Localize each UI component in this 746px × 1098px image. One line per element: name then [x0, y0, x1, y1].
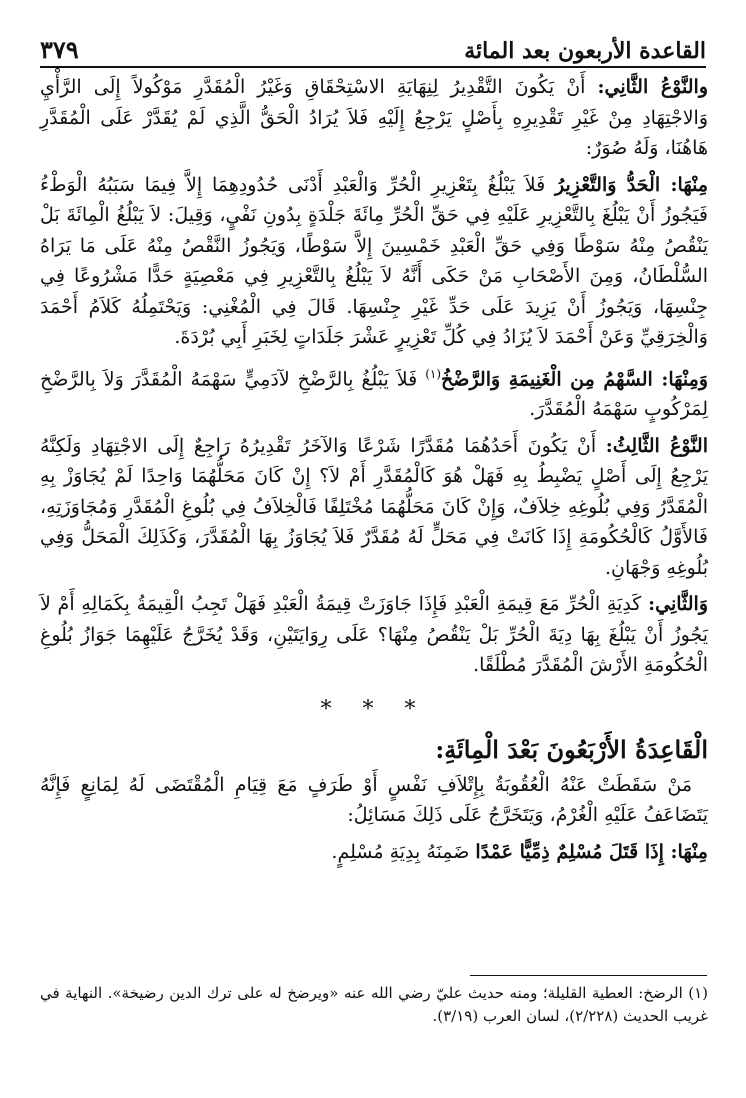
- footnote-1: (١) الرضخ: العطية القليلة؛ ومنه حديث عليّ رضي الله عنه «ويرضخ له على ترك الدين رضيخة». النهاية في غريب الحديث (٢/٢٢٨)، لسان العرب (٣/١٩).: [40, 984, 708, 1025]
- paragraph-type-three: [40, 431, 708, 584]
- paragraph-text: فَلاَ يَبْلُغُ بِالرَّضْخِ لآدَمِيٍّ سَهْمَهُ الْمُقَدَّرَ وَلاَ بِالرَّضْخِ لِمَرْكُوبٍ سَهْمَهُ الْمُقَدَّرَ.: [40, 367, 708, 421]
- footnote-divider: [470, 975, 707, 976]
- paragraph-second: [40, 589, 708, 681]
- page-number: ٣٧٩: [40, 35, 79, 64]
- paragraph-lead: النَّوْعُ الثَّالِثُ:: [605, 434, 708, 457]
- paragraph-text: كَدِيَةِ الْحُرِّ مَعَ قِيمَةِ الْعَبْدِ فَإِذَا جَاوَزَتْ قِيمَةُ الْعَبْدِ فَهَلْ تَجِبُ الْقِيمَةُ بِكَمَالِهِ أَمْ لاَ يَجُوزُ أَنْ يَبْلُغَ بِهَا دِيَةَ الْحُرِّ بَلْ يَنْقُصُ مِنْهَا؟ عَلَى رِوَايَتَيْنِ، وَقَدْ يُخَرَّجُ عَلَيْهِمَا جَوَازُ بُلُوغِ الْحُكُومَةِ الأَرْشَ الْمُقَدَّرَ مُطْلَقًا.: [40, 593, 708, 677]
- paragraph-lead: مِنْهَا: إِذَا قَتَلَ مُسْلِمٌ ذِمِّيًّا عَمْدًا: [475, 840, 708, 863]
- rule-intro: مَنْ سَقَطَتْ عَنْهُ الْعُقُوبَةُ بِإِتْلاَفِ نَفْسٍ أَوْ طَرَفٍ مَعَ قِيَامِ الْمُقْتَضَى لَهُ لِمَانِعٍ فَإِنَّهُ يَتَضَاعَفُ عَلَيْهِ الْغُرْمُ، وَيَتَخَرَّجُ عَلَى ذَلِكَ مَسَائِلُ:: [40, 773, 708, 827]
- rule-first-case: [40, 837, 708, 868]
- paragraph-lead: مِنْهَا: الْحَدُّ وَالتَّعْزِيرُ: [555, 173, 708, 196]
- section-separator: * * *: [320, 696, 428, 722]
- paragraph-lead: وَالثَّانِي:: [648, 593, 708, 616]
- footnote-ref[interactable]: (١): [425, 366, 442, 381]
- paragraph-text: فَلاَ يَبْلُغُ بِتَعْزِيرِ الْحُرِّ وَالْعَبْدِ أَدْنَى حُدُودِهِمَا إِلاَّ فِيمَا سَبَبُهُ الْوَطْءُ فَيَجُوزُ أَنْ يَبْلُغَ بِالتَّعْزِيرِ عَلَيْهِ فِي حَقِّ الْحُرِّ مِائَةَ جَلْدَةٍ بِدُونِ نَفْيٍ، وَقِيلَ: لاَ يَبْلُغُ الْمِائَةَ بَلْ يَنْقُصُ مِنْهُ سَوْطًا وَفِي حَقِّ الْعَبْدِ خَمْسِينَ إِلاَّ سَوْطًا، وَيَجُوزُ النَّقْصُ مِنْهُ عَلَى مَا يَرَاهُ السُّلْطَانُ، وَمِنَ الأَصْحَابِ مَنْ حَكَى أَنَّهُ لاَ يَبْلُغُ بِالتَّعْزِيرِ فِي مَعْصِيَةٍ حَدًّا مَشْرُوعًا فِي جِنْسِهَا، وَيَجُوزُ أَنْ يَزِيدَ عَلَى حَدِّ غَيْرِ جِنْسِهَا. قَالَ فِي الْمُغْنِي: وَيَحْتَمِلُهُ كَلاَمُ أَحْمَدَ وَالْخِرَقِيِّ وَعَنْ أَحْمَدَ لاَ يُزَادُ فِي كُلِّ تَعْزِيرٍ عَشْرَ جَلَدَاتٍ لِخَبَرِ أَبِي بُرْدَةَ.: [40, 173, 708, 348]
- paragraph-lead: وَمِنْهَا: السَّهْمُ مِن الْغَنِيمَةِ وَالرَّضْخُ: [441, 367, 708, 390]
- running-title: القاعدة الأربعون بعد المائة: [464, 38, 706, 64]
- page-header: [40, 30, 706, 68]
- paragraph-text: ضَمِنَهُ بِدِيَةِ مُسْلِمٍ.: [331, 840, 476, 863]
- main-text: [40, 72, 708, 873]
- footnotes: [40, 982, 708, 1028]
- rule-heading: الْقَاعِدَةُ الأَرْبَعُونَ بَعْدَ الْمِائَةِ:: [435, 735, 708, 765]
- paragraph-sahm-radkh: [40, 359, 708, 425]
- paragraph-text: أَنْ يَكُونَ التَّقْدِيرُ لِنِهَايَةِ الاسْتِحْقَاقِ وَغَيْرُ الْمُقَدَّرِ مَوْكُولاً إِلَى الرَّأْيِ وَالاجْتِهَادِ مِنْ غَيْرِ تَقْدِيرِهِ بِأَصْلٍ يَرْجِعُ إِلَيْهِ فَلاَ يُرَادُ الْحَقُّ الَّذِي لَمْ يُقَدَّرْ عَلَى الْمُقَدَّرِ هَاهُنَا، وَلَهُ صُوَرٌ:: [40, 76, 708, 159]
- paragraph-text: أَنْ يَكُونَ أَحَدُهُمَا مُقَدَّرًا شَرْعًا وَالآخَرُ تَقْدِيرُهُ رَاجِعٌ إِلَى الاجْتِهَادِ وَلَكِنَّهُ يَرْجِعُ إِلَى أَصْلٍ يَضْبِطُ بِهِ فَهَلْ هُوَ كَالْمُقَدَّرِ أَمْ لاَ؟ إِنْ كَانَ مَحَلُّهُمَا وَاحِدًا لَمْ يُجَاوَزْ بِهِ الْمُقَدَّرُ وَفِي بُلُوغِهِ خِلاَفٌ، وَإِنْ كَانَ مَحَلُّهُمَا مُخْتَلِفًا فَالْخِلاَفُ فِي بُلُوغِ الْمُقَدَّرِ وَمُجَاوَزَتِهِ، فَالأَوَّلُ كَالْحُكُومَةِ إِذَا كَانَتْ فِي مَحَلٍّ لَهُ مُقَدَّرٌ فَلاَ يُجَاوَزُ بِهَا الْمُقَدَّرَ، وَكَذَلِكَ الْمَحَلُّ وَفِي بُلُوغِهِ وَجْهَانِ.: [40, 434, 708, 579]
- paragraph-type-two: [40, 72, 708, 164]
- paragraph-hadd-tazir: [40, 170, 708, 353]
- paragraph-lead: والنَّوْعُ الثَّانِي:: [597, 76, 708, 98]
